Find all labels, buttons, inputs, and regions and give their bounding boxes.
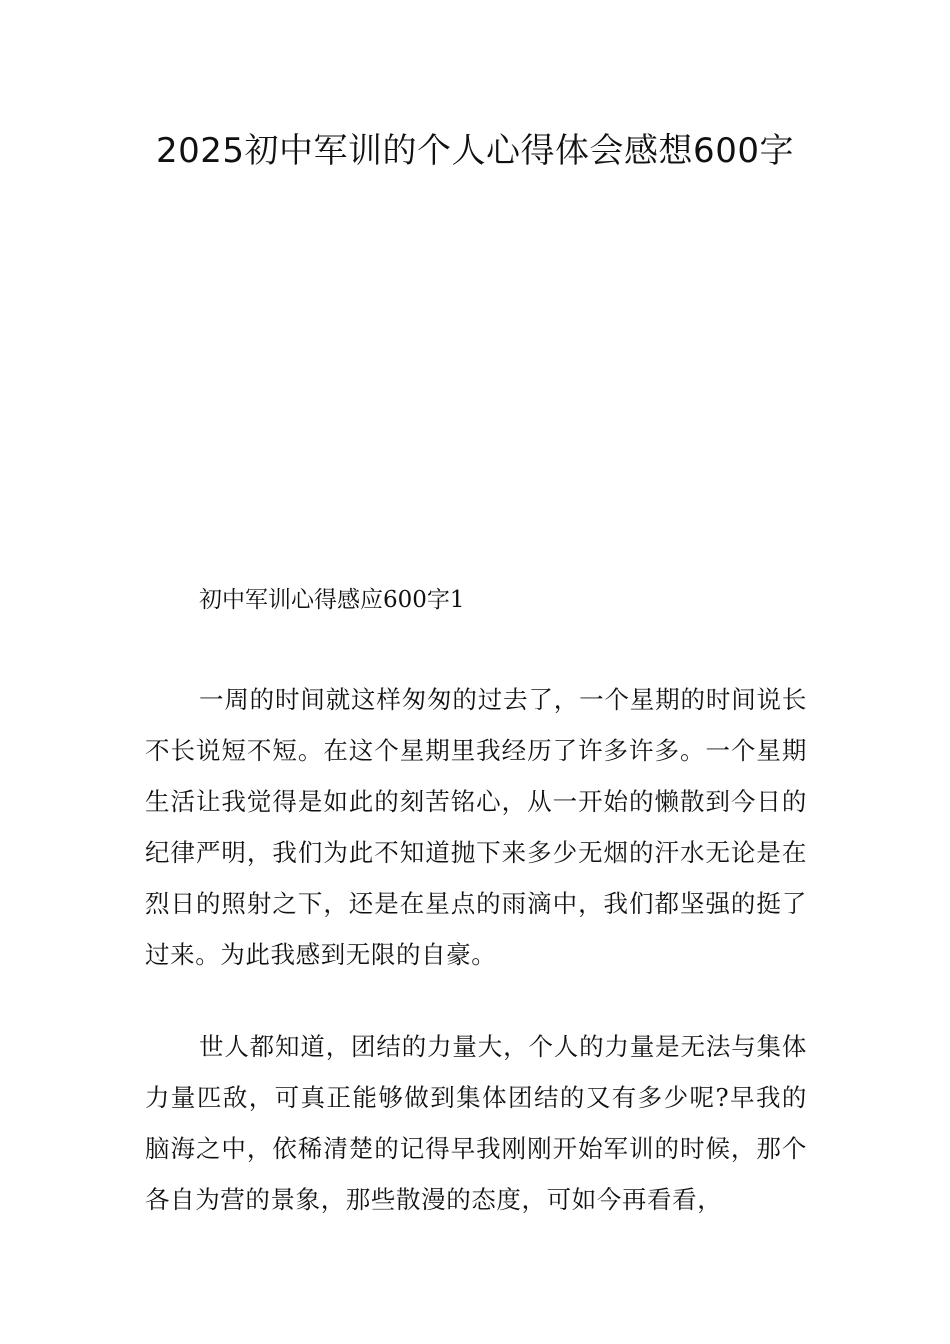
section-heading: 初中军训心得感应600字1 bbox=[199, 587, 465, 613]
document-title: 2025初中军训的个人心得体会感想600字 bbox=[156, 131, 794, 171]
body-paragraph: 一周的时间就这样匆匆的过去了，一个星期的时间说长不长说短不短。在这个星期里我经历了许多许多。一个星期生活让我觉得是如此的刻苦铭心，从一开始的懒散到今日的纪律严明，我们为此不知道抛下来多少无烟的汗水无论是在烈日的照射之下，还是在星点的雨滴中，我们都坚强的挺了过来。为此我感到无限的自豪。 bbox=[145, 685, 807, 969]
body-paragraph: 世人都知道，团结的力量大，个人的力量是无法与集体力量匹敌，可真正能够做到集体团结的又有多少呢?早我的脑海之中，依稀清楚的记得早我刚刚开始军训的时候，那个各自为营的景象，那些散漫的态度，可如今再看看， bbox=[145, 1032, 807, 1214]
